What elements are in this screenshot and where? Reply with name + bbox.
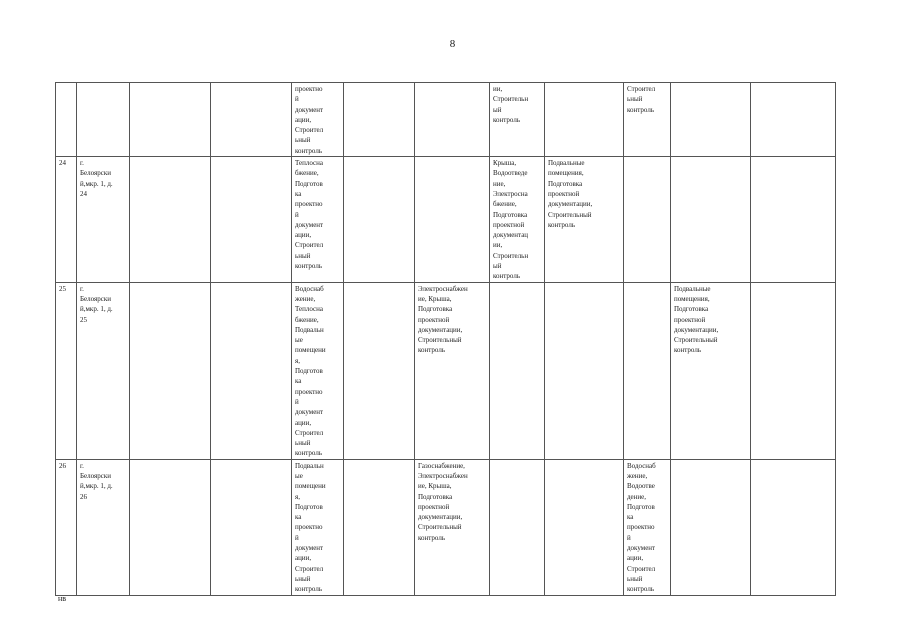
table-row (56, 83, 836, 157)
table-cell (751, 459, 836, 595)
table-cell (490, 459, 545, 595)
table-cell (545, 459, 624, 595)
table-row (56, 282, 836, 459)
row-number-cell: 25 (56, 282, 77, 459)
row-number-cell: 24 (56, 157, 77, 283)
address-cell: г. Белоярски й,мкр. 1, д. 25 (77, 282, 130, 459)
address-cell (77, 83, 130, 157)
address-cell: г. Белоярски й,мкр. 1, д. 24 (77, 157, 130, 283)
table-cell (344, 83, 415, 157)
table-cell (130, 157, 211, 283)
table-cell (751, 282, 836, 459)
table-cell: Подвальные помещения, Подготовка проектной документации, Строительный контроль (545, 157, 624, 283)
table-cell (751, 157, 836, 283)
table-cell: Крыша, Водоотведе ние, Электросна бжение, Подготовка проектной документац ии, Строительн ый контроль (490, 157, 545, 283)
table-cell: Водоснаб жение, Водоотве дение, Подготов ка проектно й документ ации, Строител ьный контроль (624, 459, 671, 595)
table-cell (624, 282, 671, 459)
table-cell: Теплосна бжение, Подготов ка проектно й документ ации, Строител ьный контроль (292, 157, 344, 283)
table-cell: проектно й документ ации, Строител ьный контроль (292, 83, 344, 157)
table-row (56, 459, 836, 595)
table-cell (545, 83, 624, 157)
table-cell (415, 83, 490, 157)
table-cell (415, 157, 490, 283)
page-number: 8 (449, 38, 456, 50)
table-cell (344, 459, 415, 595)
table-cell: Электроснабжен ие, Крыша, Подготовка проектной документации, Строительный контроль (415, 282, 490, 459)
row-number-cell: 26 (56, 459, 77, 595)
table-cell: Подвальные помещения, Подготовка проектной документации, Строительный контроль (671, 282, 751, 459)
table-cell (130, 459, 211, 595)
table-cell (671, 83, 751, 157)
table-row (56, 157, 836, 283)
table-cell (490, 282, 545, 459)
table-cell: Подвальн ые помещени я, Подготов ка проектно й документ ации, Строител ьный контроль (292, 459, 344, 595)
table-cell (624, 157, 671, 283)
table-cell (344, 282, 415, 459)
table-cell (344, 157, 415, 283)
table-cell (211, 459, 292, 595)
table-cell (211, 282, 292, 459)
repair-schedule-table (55, 82, 836, 596)
table-cell (671, 157, 751, 283)
table-cell (211, 157, 292, 283)
table-cell (545, 282, 624, 459)
table-cell (751, 83, 836, 157)
table-cell (130, 282, 211, 459)
table-cell (671, 459, 751, 595)
table-cell (211, 83, 292, 157)
table-body (56, 83, 836, 596)
row-number-cell (56, 83, 77, 157)
footer-mark: нв (58, 594, 67, 603)
table-cell: Водоснаб жение, Теплосна бжение, Подвальн ые помещени я, Подготов ка проектно й документ ации, Строител ьный контроль (292, 282, 344, 459)
address-cell: г. Белоярски й,мкр. 1, д. 26 (77, 459, 130, 595)
table-cell: Строител ьный контроль (624, 83, 671, 157)
table-cell: Газоснабжение, Электроснабжен ие, Крыша, Подготовка проектной документации, Строительный контроль (415, 459, 490, 595)
table-cell (130, 83, 211, 157)
table-cell: ии, Строительн ый контроль (490, 83, 545, 157)
